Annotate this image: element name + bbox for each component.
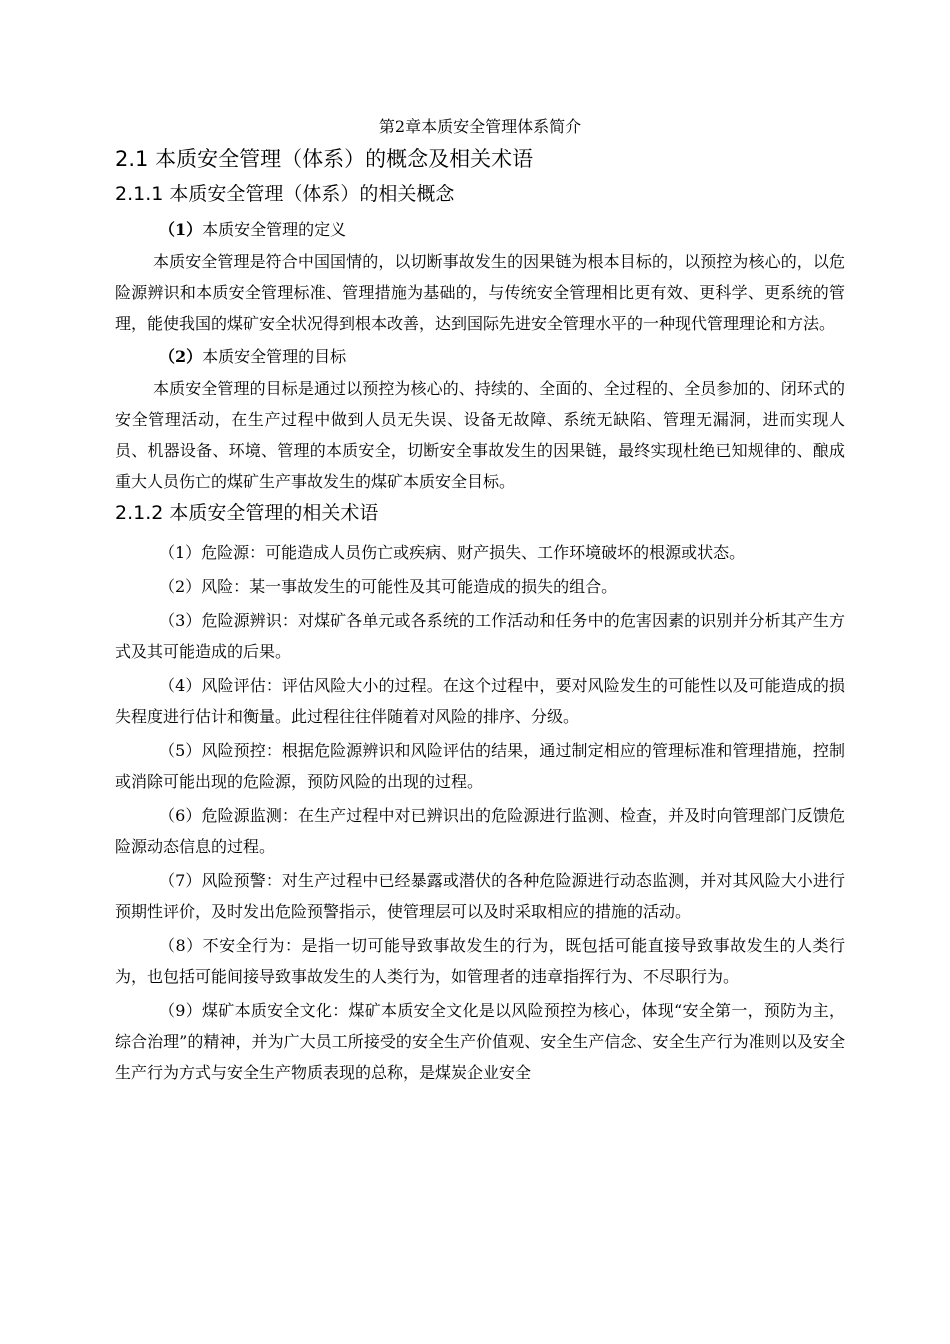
term-item: （5）风险预控：根据危险源辨识和风险评估的结果，通过制定相应的管理标准和管理措施，控制或消除可能出现的危险源，预防风险的出现的过程。 bbox=[115, 741, 845, 791]
page-content bbox=[115, 114, 845, 1091]
term-item: （8）不安全行为：是指一切可能导致事故发生的行为，既包括可能直接导致事故发生的人类行为，也包括可能间接导致事故发生的人类行为，如管理者的违章指挥行为、不尽职行为。 bbox=[115, 936, 845, 986]
term-item: （6）危险源监测：在生产过程中对已辨识出的危险源进行监测、检查，并及时向管理部门反馈危险源动态信息的过程。 bbox=[115, 806, 845, 856]
definition-paragraph: 本质安全管理是符合中国国情的，以切断事故发生的因果链为根本目标的，以预控为核心的，以危险源辨识和本质安全管理标准、管理措施为基础的，与传统安全管理相比更有效、更科学、更系统的管理，能使我国的煤矿安全状况得到根本改善，达到国际先进安全管理水平的一种现代管理理论和方法。 bbox=[115, 252, 845, 333]
subheading-text: 本质安全管理的定义 bbox=[202, 220, 347, 239]
section-heading-2-1: 2.1 本质安全管理（体系）的概念及相关术语 bbox=[115, 147, 534, 171]
term-item: （4）风险评估：评估风险大小的过程。在这个过程中，要对风险发生的可能性以及可能造成的损失程度进行估计和衡量。此过程往往伴随着对风险的排序、分级。 bbox=[115, 676, 845, 726]
term-item: （7）风险预警：对生产过程中已经暴露或潜伏的各种危险源进行动态监测，并对其风险大小进行预期性评价，及时发出危险预警指示，使管理层可以及时采取相应的措施的活动。 bbox=[115, 871, 845, 921]
goal-paragraph: 本质安全管理的目标是通过以预控为核心的、持续的、全面的、全过程的、全员参加的、闭环式的安全管理活动，在生产过程中做到人员无失误、设备无故障、系统无缺陷、管理无漏洞，进而实现人员、机器设备、环境、管理的本质安全，切断安全事故发生的因果链，最终实现杜绝已知规律的、酿成重大人员伤亡的煤矿生产事故发生的煤矿本质安全目标。 bbox=[115, 379, 845, 491]
term-item: （9）煤矿本质安全文化：煤矿本质安全文化是以风险预控为核心，体现“安全第一，预防为主，综合治理”的精神，并为广大员工所接受的安全生产价值观、安全生产信念、安全生产行为准则以及安全生产行为方式与安全生产物质表现的总称，是煤炭企业安全 bbox=[115, 1001, 845, 1082]
section-heading-2-1-2: 2.1.2 本质安全管理的相关术语 bbox=[115, 502, 379, 524]
section-heading-2-1-1: 2.1.1 本质安全管理（体系）的相关概念 bbox=[115, 183, 455, 205]
chapter-title: 第2章本质安全管理体系简介 bbox=[378, 117, 582, 136]
term-item: （2）风险：某一事故发生的可能性及其可能造成的损失的组合。 bbox=[159, 577, 618, 596]
term-item: （3）危险源辨识：对煤矿各单元或各系统的工作活动和任务中的危害因素的识别并分析其产生方式及其可能造成的后果。 bbox=[115, 611, 845, 661]
subheading-number: （1） bbox=[159, 220, 203, 239]
subheading-definition bbox=[115, 214, 845, 246]
subheading-text: 本质安全管理的目标 bbox=[202, 347, 347, 366]
subheading-number: （2） bbox=[159, 347, 203, 366]
term-item: （1）危险源：可能造成人员伤亡或疾病、财产损失、工作环境破坏的根源或状态。 bbox=[159, 543, 746, 562]
subheading-goal bbox=[115, 341, 845, 373]
